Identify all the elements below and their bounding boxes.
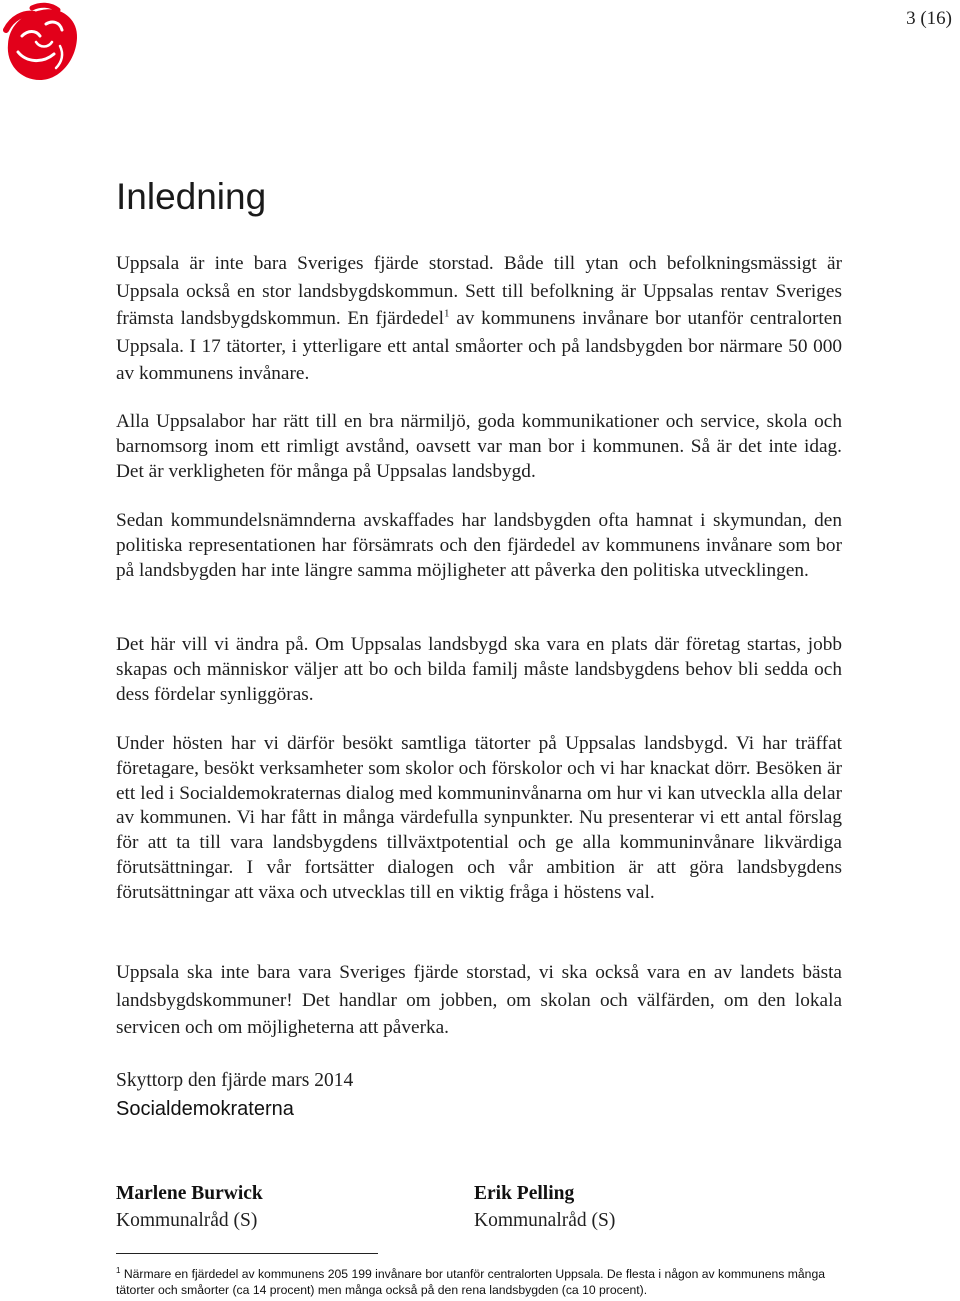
footnote-text: Närmare en fjärdedel av kommunens 205 199 invånare bor utanför centralorten Uppsala. De flesta i någon av kommunens många tätorter och småorter (ca 14 procent) men många också på den rena landsbygden (ca 10 procent). — [116, 1267, 826, 1297]
organization-name: Socialdemokraterna — [116, 1098, 294, 1120]
signatory-2 — [474, 1180, 615, 1234]
footnote-marker: 1 — [116, 1265, 121, 1275]
paragraph-intro-text-cont: av kommunens invånare bor utanför centralorten Uppsala. I 17 tätorter, i ytterligare ett antal småorter och på landsbygden bor närmare 50 000 av kommunens invånare. — [116, 308, 842, 384]
signatory-name: Erik Pelling — [474, 1183, 575, 1204]
social-democrats-rose-logo — [2, 2, 82, 84]
signatory-name: Marlene Burwick — [116, 1183, 263, 1204]
paragraph-change: Det här vill vi ändra på. Om Uppsalas landsbygd ska vara en plats där företag startas, jobb skapas och människor väljer att bo och bilda familj måste landsbygdens behov bli sedda och dess fördelar synliggöras. — [116, 634, 842, 705]
footnote — [116, 1266, 846, 1298]
page-number: 3 (16) — [906, 8, 952, 29]
paragraph-ambition: Uppsala ska inte bara vara Sveriges fjärde storstad, vi ska också vara en av landets bästa landsbygdskommuner! Det handlar om jobben, om skolan och välfärden, om den lokala servicen och om möjligheterna att påverka. — [116, 962, 842, 1039]
signatory-role: Kommunalråd (S) — [474, 1210, 616, 1231]
paragraph-rights: Alla Uppsalabor har rätt till en bra närmiljö, goda kommunikationer och service, skola och barnomsorg inom ett rimligt avstånd, oavsett var man bor i kommunen. Så är det inte idag. Det är verkligheten för många på Uppsalas landsbygd. — [116, 411, 842, 482]
footnote-reference: 1 — [444, 307, 450, 320]
page-title: Inledning — [116, 176, 267, 217]
signatory-1 — [116, 1180, 263, 1234]
place-date: Skyttorp den fjärde mars 2014 — [116, 1070, 354, 1091]
paragraph-intro — [116, 250, 842, 388]
paragraph-intro-text: Uppsala är inte bara Sveriges fjärde storstad. Både till ytan och befolkningsmässigt är Uppsala också en stor landsbygdskommun. Sett till befolkning är Uppsalas rentav Sveriges främsta landsbygdskommun. En fjärdedel — [116, 253, 842, 329]
signatory-role: Kommunalråd (S) — [116, 1210, 258, 1231]
footnote-divider — [116, 1253, 378, 1254]
paragraph-district-boards: Sedan kommundelsnämnderna avskaffades har landsbygden ofta hamnat i skymundan, den politiska representationen har försämrats och den fjärdedel av kommunens invånare som bor på landsbygden har inte längre samma möjligheter att påverka den politiska utvecklingen. — [116, 510, 842, 581]
paragraph-visits: Under hösten har vi därför besökt samtliga tätorter på Uppsalas landsbygd. Vi har träffat företagare, besökt verksamheter som skolor och förskolor och vi har knackat dörr. Besöken är ett led i Socialdemokraternas dialog med kommuninvånarna om hur vi kan utveckla alla delar av kommunen. Vi har fått in många värdefulla synpunkter. Nu presenterar vi ett antal förslag för att ta till vara landsbygdens tillväxtpotential och ge alla kommuninvånare likvärdiga förutsättningar. I vår fortsätter dialogen och vår ambition är att göra landsbygdens förutsättningar att växa och utvecklas till en viktig fråga i höstens val. — [116, 733, 842, 903]
